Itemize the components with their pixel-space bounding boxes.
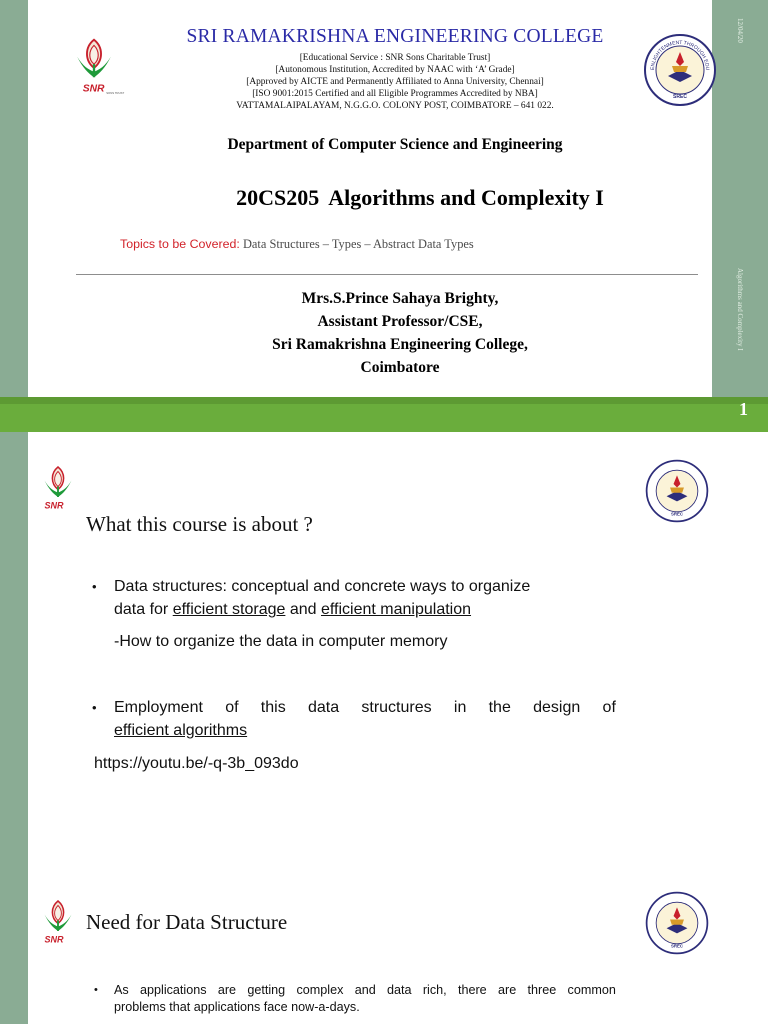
seal-bottom-text: SREC xyxy=(670,943,684,949)
affiliation-line: [Autonomous Institution, Accredited by NAAC with ‘A’ Grade] xyxy=(275,65,515,75)
slide-left-edge xyxy=(0,432,28,864)
slide-heading: What this course is about ? xyxy=(86,512,313,536)
bullet-line: data for efficient storage and efficient manipulation xyxy=(114,601,472,618)
department-name: Department of Computer Science and Engineering xyxy=(227,136,563,153)
slide-number: 1 xyxy=(739,399,748,419)
slide-heading: Need for Data Structure xyxy=(86,910,288,934)
bullet-justified-line: As applications are getting complex and data rich, there are three common xyxy=(114,983,616,997)
title-slide xyxy=(0,0,768,432)
affiliation-line: [ISO 9001:2015 Certified and all Eligible Programmes Accredited by NBA] xyxy=(252,89,538,99)
side-course-label: Algorithms and Complexity I xyxy=(736,268,744,351)
snr-logo-icon xyxy=(34,458,82,518)
snr-logo-text: SNR xyxy=(44,934,64,945)
side-date: 12/04/20 xyxy=(736,18,744,43)
snr-logo-icon xyxy=(34,892,82,952)
youtube-link[interactable]: https://youtu.be/-q-3b_093do xyxy=(94,755,299,772)
bullet-dot: • xyxy=(92,700,97,715)
seal-bottom-text: SREC xyxy=(673,94,687,100)
topics-line xyxy=(120,237,474,252)
bullet-dot: • xyxy=(94,984,98,996)
college-address: VATTAMALAIPALAYAM, N.G.G.O. COLONY POST, COIMBATORE – 641 022. xyxy=(236,101,554,111)
course-heading xyxy=(110,185,730,211)
sub-point: -How to organize the data in computer memory xyxy=(114,633,448,650)
bullet-line: problems that applications face now-a-days. xyxy=(114,1000,360,1014)
bullet-employment xyxy=(92,696,616,742)
srec-seal-icon xyxy=(644,458,710,524)
affiliation-line: [Approved by AICTE and Permanently Affiliated to Anna University, Chennai] xyxy=(246,77,544,87)
snr-logo-icon xyxy=(62,36,126,96)
bullet-data-structures xyxy=(92,575,618,621)
college-title: SRI RAMAKRISHNA ENGINEERING COLLEGE xyxy=(186,26,604,47)
staff-college: Sri Ramakrishna Engineering College, xyxy=(272,336,528,353)
staff-name: Mrs.S.Prince Sahaya Brighty, xyxy=(301,290,499,307)
bullet-dot: • xyxy=(92,579,97,594)
staff-designation: Assistant Professor/CSE, xyxy=(317,313,483,330)
link-efficient-algorithms[interactable]: efficient algorithms xyxy=(114,722,248,739)
topics-value: Data Structures – Types – Abstract Data Types xyxy=(242,237,474,251)
bullet-applications xyxy=(94,982,616,1016)
slide-right-edge xyxy=(712,0,768,432)
slide-left-edge xyxy=(0,0,28,432)
slide-left-edge xyxy=(0,864,28,1024)
link-efficient-manipulation[interactable]: efficient manipulation xyxy=(321,601,472,618)
bullet-justified-line: Employment of this data structures in the design of xyxy=(114,699,616,716)
course-title: Algorithms and Complexity I xyxy=(328,185,604,210)
snr-logo-subtext: SONS TRUST xyxy=(106,91,125,96)
staff-city: Coimbatore xyxy=(360,359,440,376)
affiliation-line: [Educational Service : SNR Sons Charitable Trust] xyxy=(299,53,491,63)
bullet-line: Data structures: conceptual and concrete ways to organize xyxy=(114,578,531,595)
need-for-data-structure-slide xyxy=(0,864,768,1024)
topics-label: Topics to be Covered: xyxy=(120,237,240,251)
footer-band-top xyxy=(0,397,768,404)
srec-seal-icon xyxy=(644,890,710,956)
snr-logo-text: SNR xyxy=(44,500,64,511)
snr-logo-text: SNR xyxy=(82,83,105,95)
course-code: 20CS205 xyxy=(236,185,320,210)
course-about-slide xyxy=(0,432,768,864)
seal-bottom-text: SREC xyxy=(670,511,684,517)
divider-rule xyxy=(76,274,698,275)
seal-ring-text: ENLIGHTENMENT THROUGH EDU xyxy=(649,39,711,71)
link-efficient-storage[interactable]: efficient storage xyxy=(172,601,286,618)
